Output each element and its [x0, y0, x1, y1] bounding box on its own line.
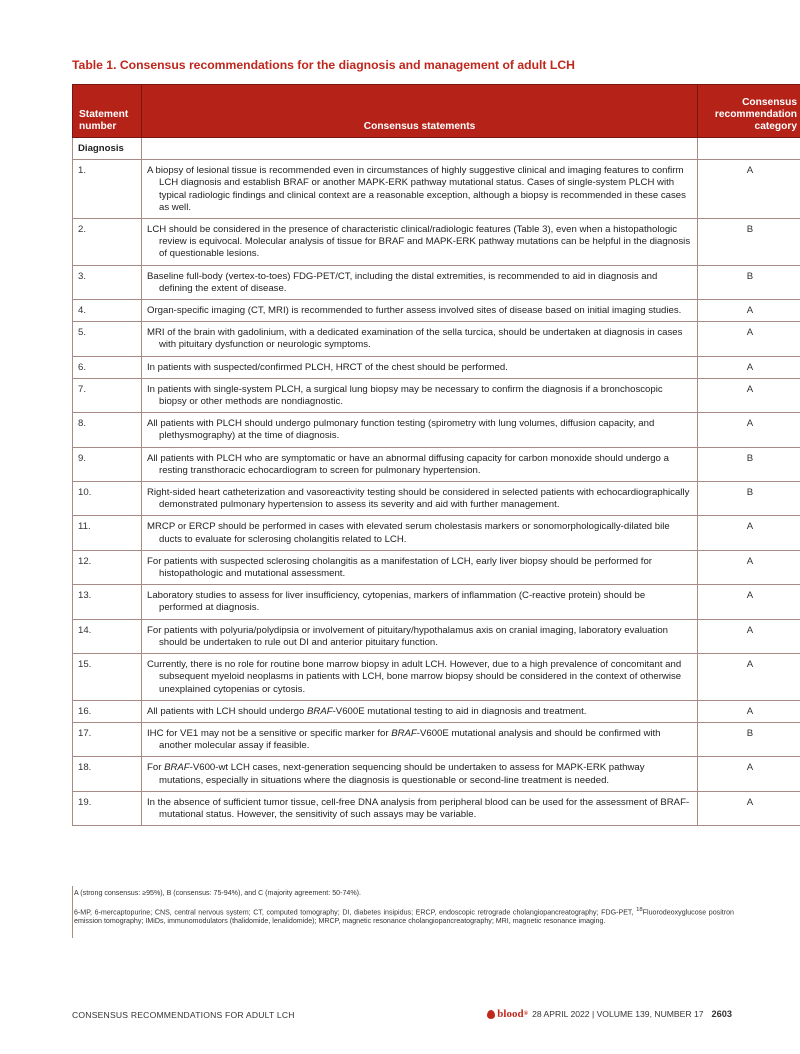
category-legend: A (strong consensus: ≥95%), B (consensus: 75-94%), and C (majority agreement: 50-74%). [74, 889, 361, 897]
recommendation-category: A [698, 700, 800, 722]
statement-text: LCH should be considered in the presence of characteristic clinical/radiologic features (Table 3), even when a histopathologic review is equivocal. Molecular analysis of tissue for BRAF and MAPK-ERK pathway mutations can be helpful in the diagnosis of questionable lesions. [142, 219, 698, 266]
statement-number: 4. [73, 300, 142, 322]
table-row [73, 447, 800, 481]
consensus-table [72, 84, 800, 826]
table-row [73, 219, 800, 266]
statement-number: 12. [73, 550, 142, 584]
statement-text: All patients with PLCH who are symptomatic or have an abnormal diffusing capacity for carbon monoxide should undergo a resting transthoracic echocardiogram to screen for pulmonary hypertension. [142, 447, 698, 481]
table-row [73, 356, 800, 378]
table-row [73, 265, 800, 299]
recommendation-category: A [698, 585, 800, 619]
blood-drop-icon [487, 1010, 495, 1019]
table-row [73, 700, 800, 722]
recommendation-category: A [698, 160, 800, 219]
table-header [73, 85, 800, 138]
recommendation-category: A [698, 619, 800, 653]
recommendation-category: B [698, 722, 800, 756]
header-statement-number: Statement number [73, 85, 142, 138]
statement-number: 16. [73, 700, 142, 722]
statement-number: 11. [73, 516, 142, 550]
recommendation-category: A [698, 550, 800, 584]
statement-text: All patients with LCH should undergo BRAF-V600E mutational testing to aid in diagnosis and treatment. [142, 700, 698, 722]
section-label: Diagnosis [73, 138, 142, 160]
statement-number: 1. [73, 160, 142, 219]
table-row [73, 300, 800, 322]
recommendation-category: B [698, 219, 800, 266]
statement-number: 15. [73, 654, 142, 701]
statement-text: For BRAF-V600-wt LCH cases, next-generation sequencing should be undertaken to assess for MAPK-ERK pathway mutations, especially in situations where the diagnosis is questionable or second-line treatment is needed. [142, 757, 698, 791]
statement-number: 9. [73, 447, 142, 481]
statement-number: 7. [73, 378, 142, 412]
table-row [73, 482, 800, 516]
table-row [73, 791, 800, 825]
statement-text: MRCP or ERCP should be performed in cases with elevated serum cholestasis markers or sonomorphologically-dilated bile ducts to evaluate for sclerosing cholangitis related to LCH. [142, 516, 698, 550]
page-number: 2603 [711, 1009, 732, 1019]
statement-number: 18. [73, 757, 142, 791]
table-row [73, 378, 800, 412]
recommendation-category: A [698, 356, 800, 378]
statement-text: In patients with suspected/confirmed PLCH, HRCT of the chest should be performed. [142, 356, 698, 378]
table-row [73, 619, 800, 653]
header-recommendation-category: Consensus recommendation category [698, 85, 800, 138]
statement-number: 10. [73, 482, 142, 516]
recommendation-category: A [698, 378, 800, 412]
statement-number: 19. [73, 791, 142, 825]
recommendation-category: A [698, 654, 800, 701]
recommendation-category: B [698, 482, 800, 516]
statement-text: Laboratory studies to assess for liver insufficiency, cytopenias, markers of inflammation (C-reactive protein) should be performed at diagnosis. [142, 585, 698, 619]
statement-number: 14. [73, 619, 142, 653]
recommendation-category: A [698, 322, 800, 356]
running-footer: CONSENSUS RECOMMENDATIONS FOR ADULT LCH [72, 1010, 295, 1020]
recommendation-category: B [698, 265, 800, 299]
statement-number: 2. [73, 219, 142, 266]
header-consensus-statements: Consensus statements [142, 85, 698, 138]
journal-footer [487, 1008, 732, 1020]
statement-text: For patients with suspected sclerosing cholangitis as a manifestation of LCH, early liver biopsy should be performed for histopathologic and mutational assessment. [142, 550, 698, 584]
recommendation-category: A [698, 300, 800, 322]
statement-text: In the absence of sufficient tumor tissue, cell-free DNA analysis from peripheral blood can be used for the assessment of BRAF-mutational status. However, the sensitivity of such assays may be variable. [142, 791, 698, 825]
statement-text: MRI of the brain with gadolinium, with a dedicated examination of the sella turcica, should be undertaken at diagnosis in cases with pituitary dysfunction or neurologic symptoms. [142, 322, 698, 356]
table-row [73, 516, 800, 550]
statement-number: 5. [73, 322, 142, 356]
issue-info: 28 APRIL 2022 | VOLUME 139, NUMBER 17 [532, 1009, 704, 1019]
table-row [73, 722, 800, 756]
statement-text: Organ-specific imaging (CT, MRI) is recommended to further assess involved sites of disease based on initial imaging studies. [142, 300, 698, 322]
recommendation-category: A [698, 757, 800, 791]
statement-number: 6. [73, 356, 142, 378]
statement-text: A biopsy of lesional tissue is recommended even in circumstances of highly suggestive clinical and imaging features to confirm LCH diagnosis and establish BRAF or another MAPK-ERK pathway mutational status. Cases of single-system PLCH with typical radiologic findings and clinical context are a reasonable exception, although a biopsy is recommended in these cases as well. [142, 160, 698, 219]
table-notes [72, 886, 734, 938]
recommendation-category: A [698, 791, 800, 825]
statement-text: IHC for VE1 may not be a sensitive or specific marker for BRAF-V600E mutational analysis and should be confirmed with another molecular assay if feasible. [142, 722, 698, 756]
table-row [73, 757, 800, 791]
recommendation-category: A [698, 516, 800, 550]
statement-text: For patients with polyuria/polydipsia or involvement of pituitary/hypothalamus axis on cranial imaging, laboratory evaluation should be undertaken to rule out DI and anterior pituitary function. [142, 619, 698, 653]
table-row [73, 160, 800, 219]
section-row [73, 138, 800, 160]
statement-text: Baseline full-body (vertex-to-toes) FDG-PET/CT, including the distal extremities, is recommended to aid in diagnosis and defining the extent of disease. [142, 265, 698, 299]
abbreviations: 6-MP, 6-mercaptopurine; CNS, central nervous system; CT, computed tomography; DI, diabetes insipidus; ERCP, endoscopic retrograde cholangiopancreatography; FDG-PET, $^{18}$Fluorodeoxyglucose positron emission tomography; IMiDs, immunomodulators (thalidomide, lenalidomide); MRCP, magnetic resonance cholangiopancreatography; MRI, magnetic resonance imaging. [74, 906, 735, 925]
table-row [73, 585, 800, 619]
statement-number: 17. [73, 722, 142, 756]
statement-text: All patients with PLCH should undergo pulmonary function testing (spirometry with lung volumes, diffusion capacity, and plethysmography) at the time of diagnosis. [142, 413, 698, 447]
statement-text: Right-sided heart catheterization and vasoreactivity testing should be considered in selected patients with echocardiographically demonstrated pulmonary hypertension to assess its severity and aid with further management. [142, 482, 698, 516]
table-row [73, 322, 800, 356]
recommendation-category: B [698, 447, 800, 481]
statement-number: 8. [73, 413, 142, 447]
table-row [73, 413, 800, 447]
table-title: Table 1. Consensus recommendations for the diagnosis and management of adult LCH [72, 58, 575, 72]
statement-text: Currently, there is no role for routine bone marrow biopsy in adult LCH. However, due to a high prevalence of concomitant and subsequent myeloid neoplasms in patients with LCH, bone marrow biopsy should be considered in the context of otherwise unexplained cytopenias or cytosis. [142, 654, 698, 701]
table-body [73, 138, 800, 826]
statement-text: In patients with single-system PLCH, a surgical lung biopsy may be necessary to confirm the diagnosis if a bronchoscopic biopsy or other methods are nondiagnostic. [142, 378, 698, 412]
table-row [73, 654, 800, 701]
recommendation-category: A [698, 413, 800, 447]
statement-number: 3. [73, 265, 142, 299]
blood-logo: blood ® [487, 1008, 528, 1020]
table-row [73, 550, 800, 584]
statement-number: 13. [73, 585, 142, 619]
